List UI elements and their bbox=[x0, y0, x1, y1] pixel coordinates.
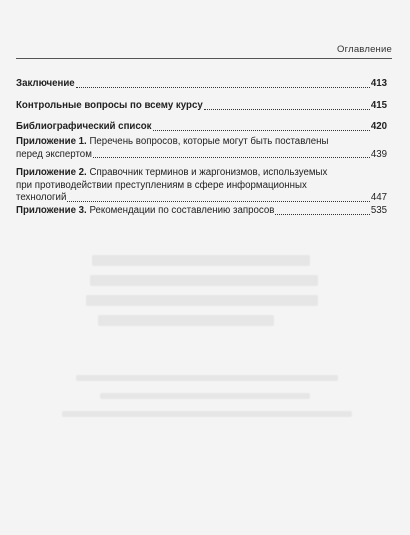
toc-page-number: 415 bbox=[370, 100, 387, 111]
toc-entry-review-questions[interactable] bbox=[16, 100, 387, 113]
toc-entry-label: перед экспертом bbox=[16, 148, 92, 160]
dot-leader bbox=[275, 214, 369, 215]
page-header bbox=[16, 38, 392, 62]
dot-leader bbox=[67, 201, 369, 202]
toc-entry-bibliography[interactable] bbox=[16, 121, 387, 134]
dot-leader bbox=[93, 157, 370, 158]
header-rule bbox=[16, 58, 392, 59]
toc-entry-label: Заключение bbox=[16, 78, 75, 89]
toc-page-number: 413 bbox=[370, 78, 387, 89]
toc-entry-label: при противодействии преступлениям в сфере информационных bbox=[16, 179, 307, 191]
dot-leader bbox=[204, 109, 370, 110]
show-through-text bbox=[40, 225, 370, 445]
toc-entry-label: технологий bbox=[16, 192, 67, 203]
toc-entry-label: Справочник терминов и жаргонизмов, используемых bbox=[89, 167, 328, 178]
toc-entry-label: Рекомендации по составлению запросов bbox=[89, 205, 275, 216]
toc-page-number: 420 bbox=[370, 121, 387, 132]
appendix-prefix: Приложение 3. bbox=[16, 205, 87, 216]
toc-entry-appendix-2[interactable] bbox=[16, 167, 387, 205]
toc-page-number: 447 bbox=[370, 192, 387, 203]
appendix-prefix: Приложение 1. bbox=[16, 136, 87, 147]
toc-entry-appendix-1[interactable] bbox=[16, 136, 387, 161]
toc-page-number: 439 bbox=[370, 148, 387, 160]
toc-page-number: 535 bbox=[370, 205, 387, 216]
toc-entry-label: Перечень вопросов, которые могут быть поставлены bbox=[89, 136, 329, 147]
dot-leader bbox=[153, 130, 370, 131]
running-header-title: Оглавление bbox=[337, 44, 392, 55]
toc-entry-conclusion[interactable] bbox=[16, 78, 387, 91]
toc-entry-appendix-3[interactable] bbox=[16, 205, 387, 218]
appendix-prefix: Приложение 2. bbox=[16, 167, 87, 178]
toc-entry-label: Контрольные вопросы по всему курсу bbox=[16, 100, 203, 111]
dot-leader bbox=[76, 87, 370, 88]
toc-entry-label: Библиографический список bbox=[16, 121, 152, 132]
